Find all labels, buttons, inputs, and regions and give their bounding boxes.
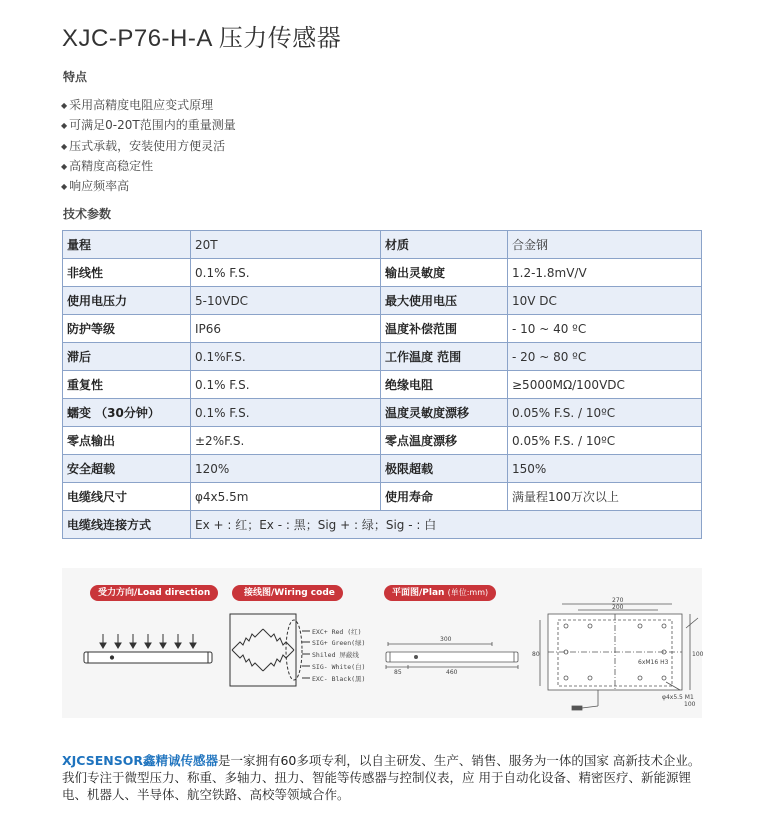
- arrow-icon: [145, 634, 151, 648]
- spec-value-cell: 0.1% F.S.: [191, 399, 381, 427]
- product-title: XJC-P76-H-A 压力传感器: [62, 25, 342, 52]
- spec-value-cell: 120%: [191, 455, 381, 483]
- spec-value-cell: 5-10VDC: [191, 287, 381, 315]
- arrow-icon: [100, 634, 106, 648]
- wiring-code-label: 接线图/Wiring code: [232, 585, 343, 601]
- specs-heading: 技术参数: [63, 207, 112, 221]
- intro-paragraph: 我们专注于微型压力、称重、多轴力、扭力、智能等传感器与控制仪表，应 用于自动化设备、精密医疗、新能源锂电、机器人、半导体、航空铁路、高校等领域合作。: [62, 770, 691, 802]
- arrow-icon: [160, 634, 166, 648]
- dimension-label: 460: [446, 669, 458, 676]
- wiring-legend: [312, 627, 365, 683]
- load-direction-label: 受力方向/Load direction: [90, 585, 218, 601]
- list-item: ◆ 可满足0-20T范围内的重量测量: [61, 118, 236, 133]
- feature-list: [61, 95, 236, 196]
- spec-name-cell: 防护等级: [63, 315, 191, 343]
- intro-paragraph: XJCSENSOR鑫精诚传感器是一家拥有60多项专利，以自主研发、生产、销售、服务为一体的国家 高新技术企业。: [62, 753, 701, 768]
- load-cell-side-view: [84, 652, 212, 663]
- dimension-label: 200: [612, 604, 624, 611]
- spec-name-cell: 最大使用电压: [381, 287, 508, 315]
- load-arrows: [100, 634, 196, 648]
- spec-value-cell: IP66: [191, 315, 381, 343]
- arrow-icon: [115, 634, 121, 648]
- specs-table: [62, 230, 702, 539]
- table-row: [63, 483, 702, 511]
- spec-name-cell: 电缆线连接方式: [63, 511, 191, 539]
- spec-name-cell: 绝缘电阻: [381, 371, 508, 399]
- spec-value-cell: - 20 ~ 80 ºC: [508, 343, 702, 371]
- spec-name-cell: 零点温度漂移: [381, 427, 508, 455]
- spec-value-cell: φ4x5.5m: [191, 483, 381, 511]
- diamond-bullet-icon: ◆: [61, 101, 68, 110]
- table-row: [63, 287, 702, 315]
- diamond-bullet-icon: ◆: [61, 121, 68, 131]
- dimension-label: 300: [440, 636, 452, 643]
- spec-name-cell: 输出灵敏度: [381, 259, 508, 287]
- spec-name-cell: 量程: [63, 231, 191, 259]
- list-item: ◆ 高精度高稳定性: [61, 158, 154, 173]
- spec-name-cell: 材质: [381, 231, 508, 259]
- wheatstone-bridge-diagram: [230, 614, 310, 686]
- spec-value-cell: 0.1% F.S.: [191, 371, 381, 399]
- spec-value-cell: 10V DC: [508, 287, 702, 315]
- table-row: [63, 343, 702, 371]
- spec-value-cell: - 10 ~ 40 ºC: [508, 315, 702, 343]
- spec-value-cell: 合金钢: [508, 231, 702, 259]
- list-item: ◆ 采用高精度电阻应变式原理: [61, 98, 214, 112]
- spec-name-cell: 安全超载: [63, 455, 191, 483]
- spec-name-cell: 蠕变 （30分钟）: [63, 399, 191, 427]
- spec-value-cell: Ex + : 红；Ex - : 黑；Sig + : 绿；Sig - : 白: [191, 511, 702, 539]
- list-item: ◆ 响应频率高: [61, 179, 130, 194]
- spec-name-cell: 电缆线尺寸: [63, 483, 191, 511]
- spec-value-cell: ±2%F.S.: [191, 427, 381, 455]
- table-row: [63, 259, 702, 287]
- spec-value-cell: 0.1%F.S.: [191, 343, 381, 371]
- spec-name-cell: 零点输出: [63, 427, 191, 455]
- dimension-label: 270: [612, 597, 624, 604]
- table-row: [63, 427, 702, 455]
- table-row: [63, 399, 702, 427]
- features-heading: 特点: [63, 70, 88, 84]
- diamond-bullet-icon: ◆: [61, 161, 68, 171]
- spec-value-cell: 20T: [191, 231, 381, 259]
- spec-name-cell: 温度补偿范围: [381, 315, 508, 343]
- spec-value-cell: 满量程100万次以上: [508, 483, 702, 511]
- arrow-icon: [190, 634, 196, 648]
- spec-name-cell: 非线性: [63, 259, 191, 287]
- spec-name-cell: 重复性: [63, 371, 191, 399]
- spec-name-cell: 滞后: [63, 343, 191, 371]
- spec-value-cell: ≥5000MΩ/100VDC: [508, 371, 702, 399]
- spec-value-cell: 150%: [508, 455, 702, 483]
- spec-value-cell: 0.05% F.S. / 10ºC: [508, 399, 702, 427]
- company-intro: [62, 752, 707, 803]
- wiring-legend-item: Shiled 屏蔽线: [312, 651, 359, 659]
- plan-label: 平面图/Plan (单位:mm): [384, 585, 496, 601]
- technical-drawings: [62, 568, 702, 718]
- table-row: [63, 371, 702, 399]
- spec-value-cell: 0.1% F.S.: [191, 259, 381, 287]
- plan-side-view: [386, 642, 518, 669]
- arrow-icon: [130, 634, 136, 648]
- spec-value-cell: 0.05% F.S. / 10ºC: [508, 427, 702, 455]
- table-row: [63, 315, 702, 343]
- spec-name-cell: 工作温度 范围: [381, 343, 508, 371]
- spec-name-cell: 使用电压力: [63, 287, 191, 315]
- table-row: [63, 511, 702, 539]
- dimension-label: 6xM16 H3: [638, 659, 669, 666]
- arrow-icon: [175, 634, 181, 648]
- spec-name-cell: 温度灵敏度漂移: [381, 399, 508, 427]
- brand-name: XJCSENSOR鑫精诚传感器: [62, 753, 218, 768]
- drawing-canvas: [62, 568, 702, 718]
- list-item: ◆ 压式承载，安装使用方便灵活: [61, 138, 226, 153]
- wiring-legend-item: EXC- Black(黑): [312, 675, 366, 683]
- dimension-label: 100: [692, 651, 704, 658]
- spec-name-cell: 使用寿命: [381, 483, 508, 511]
- dimension-label: 100: [684, 701, 696, 708]
- spec-name-cell: 极限超载: [381, 455, 508, 483]
- wiring-legend-item: SIG+ Green(绿): [312, 639, 366, 647]
- dimension-label: 80: [532, 651, 540, 658]
- dimension-label: 85: [394, 669, 402, 676]
- wiring-legend-item: SIG- White(白): [312, 663, 366, 671]
- dimension-label: φ4x5.5 M1: [662, 694, 694, 701]
- wiring-legend-item: EXC+ Red (红): [312, 628, 362, 636]
- diamond-bullet-icon: ◆: [61, 141, 68, 151]
- table-row: [63, 231, 702, 259]
- spec-value-cell: 1.2-1.8mV/V: [508, 259, 702, 287]
- diamond-bullet-icon: ◆: [61, 182, 68, 192]
- table-row: [63, 455, 702, 483]
